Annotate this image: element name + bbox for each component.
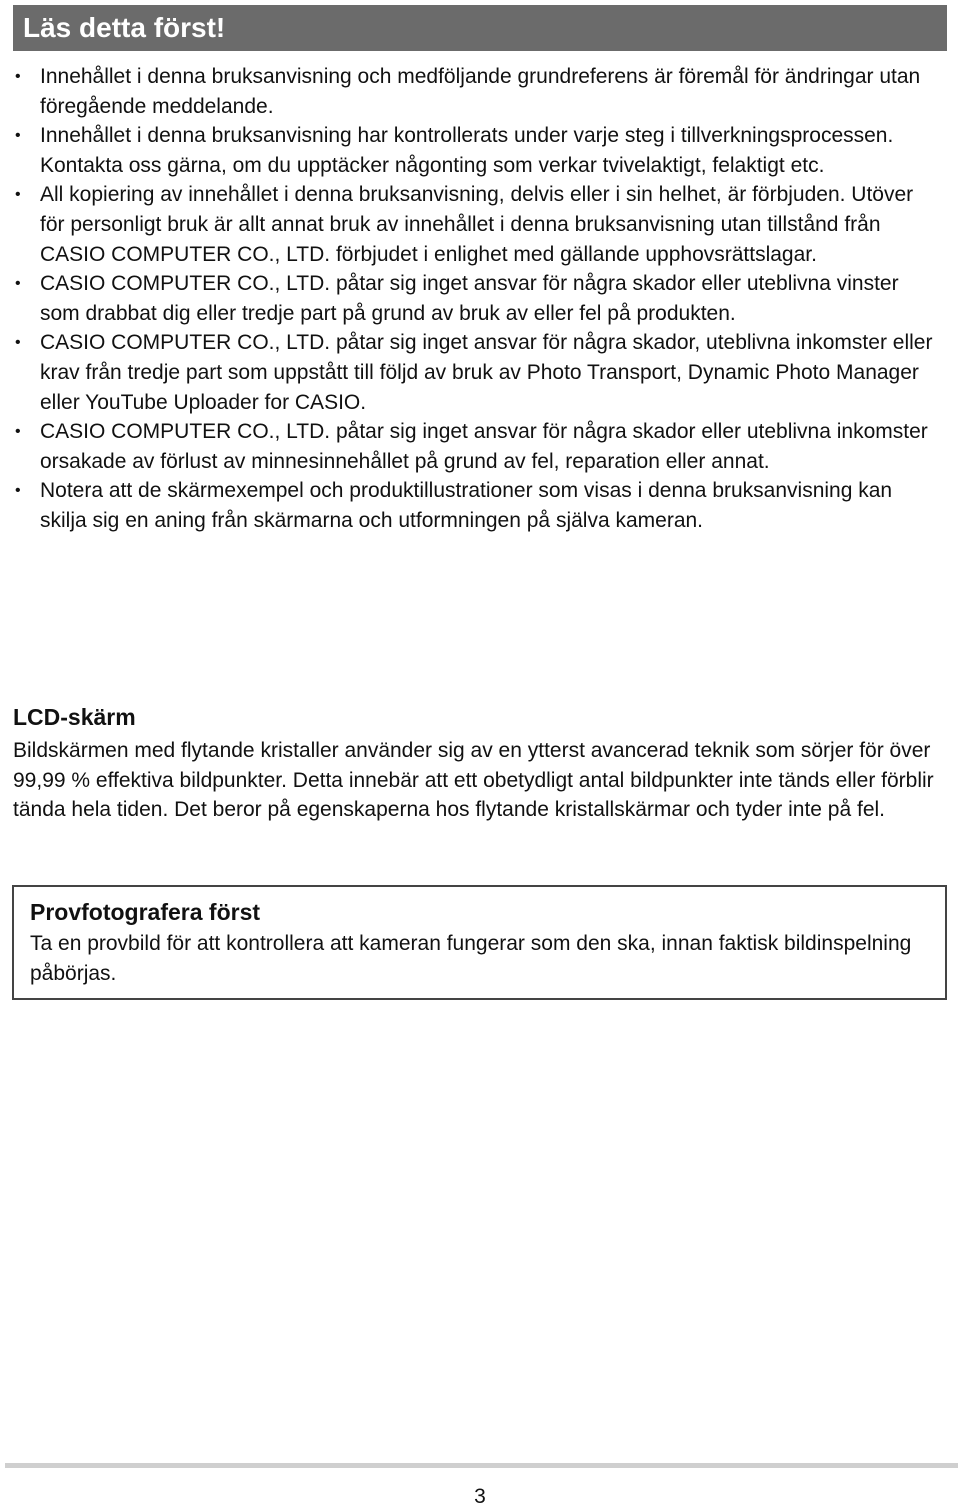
- lcd-section-body: Bildskärmen med flytande kristaller använder sig av en ytterst avancerad teknik som sörjer för över 99,99 % effektiva bildpunkter. Detta innebär att ett obetydligt antal bildpunkter inte tänds eller förblir tända hela tiden. Det beror på egenskaperna hos flytande kristallskärmar och tyder inte på fel.: [13, 739, 934, 822]
- list-item-text: All kopiering av innehållet i denna bruksanvisning, delvis eller i sin helhet, är förbjuden. Utöver för personligt bruk är allt annat bruk av innehållet i denna bruksanvisning utan tillstånd från CASIO COMPUTER CO., LTD. förbjudet i enlighet med gällande upphovsrättslagar.: [40, 183, 914, 266]
- test-shot-tip-box: [12, 885, 947, 1000]
- list-item-text: CASIO COMPUTER CO., LTD. påtar sig inget ansvar för några skador eller uteblivna inkomster orsakade av förlust av minnesinnehållet på grund av fel, reparation eller annat.: [40, 420, 928, 473]
- footer-divider: [5, 1463, 958, 1468]
- list-item-text: CASIO COMPUTER CO., LTD. påtar sig inget ansvar för några skador, uteblivna inkomster eller krav från tredje part som uppstått till följd av bruk av Photo Transport, Dynamic Photo Manager eller YouTube Uploader for CASIO.: [40, 331, 933, 414]
- bullet-icon: •: [15, 423, 21, 441]
- list-item: [13, 417, 943, 476]
- list-item: [13, 62, 943, 121]
- list-item: [13, 328, 943, 417]
- page-title: Läs detta först!: [23, 12, 226, 43]
- bullet-icon: •: [15, 275, 21, 293]
- tip-box-title: Provfotografera först: [30, 899, 261, 925]
- bullet-icon: •: [15, 186, 21, 204]
- list-item-text: Innehållet i denna bruksanvisning har kontrollerats under varje steg i tillverkningsprocessen. Kontakta oss gärna, om du upptäcker någonting som verkar tvivelaktigt, felaktigt etc.: [40, 124, 894, 177]
- bullet-icon: •: [15, 127, 21, 145]
- bullet-icon: •: [15, 334, 21, 352]
- list-item-text: Notera att de skärmexempel och produktillustrationer som visas i denna bruksanvisning kan skilja sig en aning från skärmarna och utformningen på själva kameran.: [40, 479, 893, 532]
- list-item: [13, 121, 943, 180]
- page-number: 3: [474, 1485, 486, 1508]
- lcd-section-heading: LCD-skärm: [13, 704, 136, 730]
- list-item: [13, 476, 943, 535]
- page-header-bar: [13, 5, 947, 51]
- list-item-text: CASIO COMPUTER CO., LTD. påtar sig inget ansvar för några skador eller uteblivna vinster som drabbat dig eller tredje part på grund av bruk av eller fel på produkten.: [40, 272, 899, 325]
- list-item: [13, 180, 943, 269]
- tip-box-body: Ta en provbild för att kontrollera att kameran fungerar som den ska, innan faktisk bildinspelning påbörjas.: [30, 932, 912, 985]
- notice-list: [13, 62, 943, 536]
- bullet-icon: •: [15, 68, 21, 85]
- list-item: [13, 269, 943, 328]
- list-item-text: Innehållet i denna bruksanvisning och medföljande grundreferens är föremål för ändringar utan föregående meddelande.: [40, 65, 921, 118]
- bullet-icon: •: [15, 482, 21, 500]
